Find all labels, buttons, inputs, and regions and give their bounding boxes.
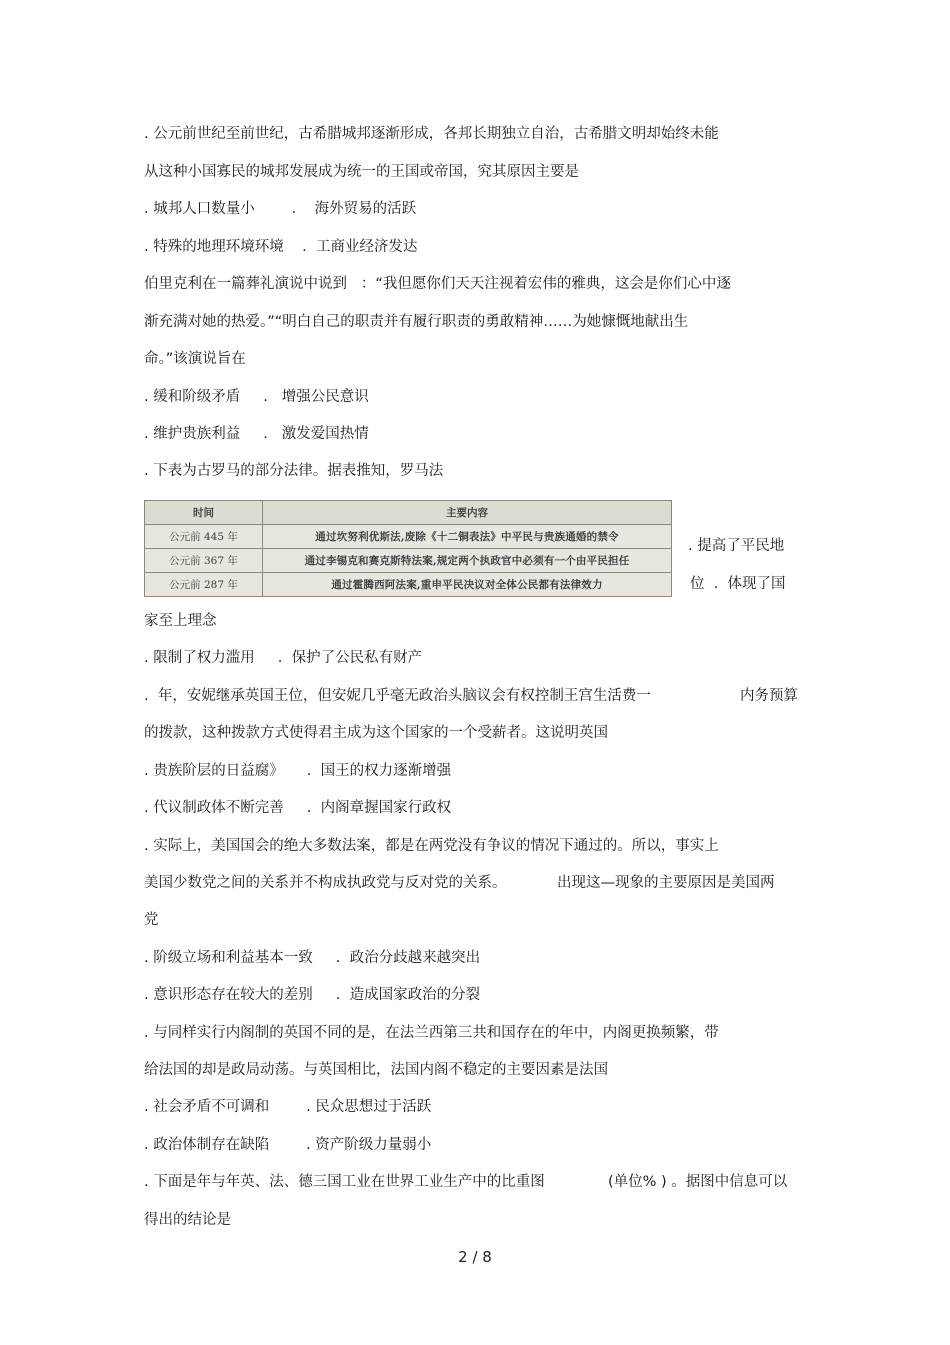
law-table-scan [144, 500, 672, 597]
law-time: 公元前 367 年 [145, 549, 263, 573]
line-23: . 与同样实行内阁制的英国不同的是，在法兰西第三共和国存在的年中，内阁更换频繁，带 [144, 1025, 719, 1041]
line-24: 给法国的却是政局动荡。与英国相比，法国内阁不稳定的主要因素是法国 [144, 1062, 608, 1078]
line-17: . 代议制政体不断完善 . 内阁章握国家行政权 [144, 800, 452, 816]
line-26: . 政治体制存在缺陷 . 资产阶级力量弱小 [144, 1137, 432, 1153]
line-25: . 社会矛盾不可调和 . 民众思想过于活跃 [144, 1099, 432, 1115]
line-15: 的拨款，这种拨款方式使得君主成为这个国家的一个受薪者。这说明英国 [144, 725, 608, 741]
line-28: 得出的结论是 [144, 1212, 231, 1228]
line-18: . 实际上，美国国会的绝大多数法案，都是在两党没有争议的情况下通过的。所以，事实上 [144, 838, 719, 854]
law-time: 公元前 445 年 [145, 525, 263, 549]
line-14a: . 年，安妮继承英国王位，但安妮几乎毫无政治头脑议会有权控制王宫生活费一 [144, 688, 651, 704]
law-time: 公元前 287 年 [145, 573, 263, 597]
line-7: 命。”该演说旨在 [144, 351, 246, 367]
line-22: . 意识形态存在较大的差别 . 造成国家政治的分裂 [144, 987, 481, 1003]
line-20: 党 [144, 912, 159, 928]
law-table-header-row [145, 501, 672, 525]
line-14b: 内务预算 [740, 688, 798, 704]
line-11b: 位 . 体现了国 [690, 576, 786, 592]
table-row [145, 573, 672, 597]
line-27a: . 下面是年与年英、法、德三国工业在世界工业生产中的比重图 [144, 1174, 545, 1190]
line-6: 渐充满对她的热爱。”“明白自己的职责并有履行职责的勇敢精神……为她慷慨地献出生 [144, 314, 689, 330]
table-row [145, 549, 672, 573]
law-content: 通过霍腾西阿法案,重申平民决议对全体公民都有法律效力 [263, 573, 672, 597]
line-13: . 限制了权力滥用 . 保护了公民私有财产 [144, 650, 423, 666]
line-2: 从这种小国寡民的城邦发展成为统一的王国或帝国，究其原因主要是 [144, 164, 579, 180]
table-row [145, 525, 672, 549]
line-19a: 美国少数党之间的关系并不构成执政党与反对党的关系。 [144, 875, 507, 891]
line-10: . 下表为古罗马的部分法律。据表推知，罗马法 [144, 463, 444, 479]
line-5: 伯里克利在一篇葬礼演说中说到 ：“我但愿你们天天注视着宏伟的雅典，这会是你们心中逐 [144, 276, 731, 292]
line-4: . 特殊的地理环境环境 . 工商业经济发达 [144, 239, 418, 255]
line-11a: . 提高了平民地 [688, 538, 785, 554]
law-table-header-content: 主要内容 [263, 501, 672, 525]
line-3: . 城邦人口数量小 . 海外贸易的活跃 [144, 201, 417, 217]
page-number: 2 / 8 [458, 1248, 492, 1266]
line-21: . 阶级立场和利益基本一致 . 政治分歧越来越突出 [144, 950, 481, 966]
line-8: . 缓和阶级矛盾 . 增强公民意识 [144, 389, 369, 405]
law-table [144, 500, 672, 597]
line-1: . 公元前世纪至前世纪，古希腊城邦逐渐形成，各邦长期独立自治，古希腊文明却始终未能 [144, 126, 719, 142]
line-12: 家至上理念 [144, 613, 217, 629]
line-16: . 贵族阶层的日益腐》 . 国王的权力逐渐增强 [144, 763, 452, 779]
line-19b: 出现这—现象的主要原因是美国两 [557, 875, 775, 891]
law-table-header-time: 时间 [145, 501, 263, 525]
law-content: 通过坎努利优斯法,废除《十二铜表法》中平民与贵族通婚的禁令 [263, 525, 672, 549]
line-27b: (单位% ) 。据图中信息可以 [608, 1174, 788, 1190]
line-9: . 维护贵族利益 . 激发爱国热情 [144, 426, 369, 442]
law-content: 通过李锡克和赛克斯特法案,规定两个执政官中必须有一个由平民担任 [263, 549, 672, 573]
